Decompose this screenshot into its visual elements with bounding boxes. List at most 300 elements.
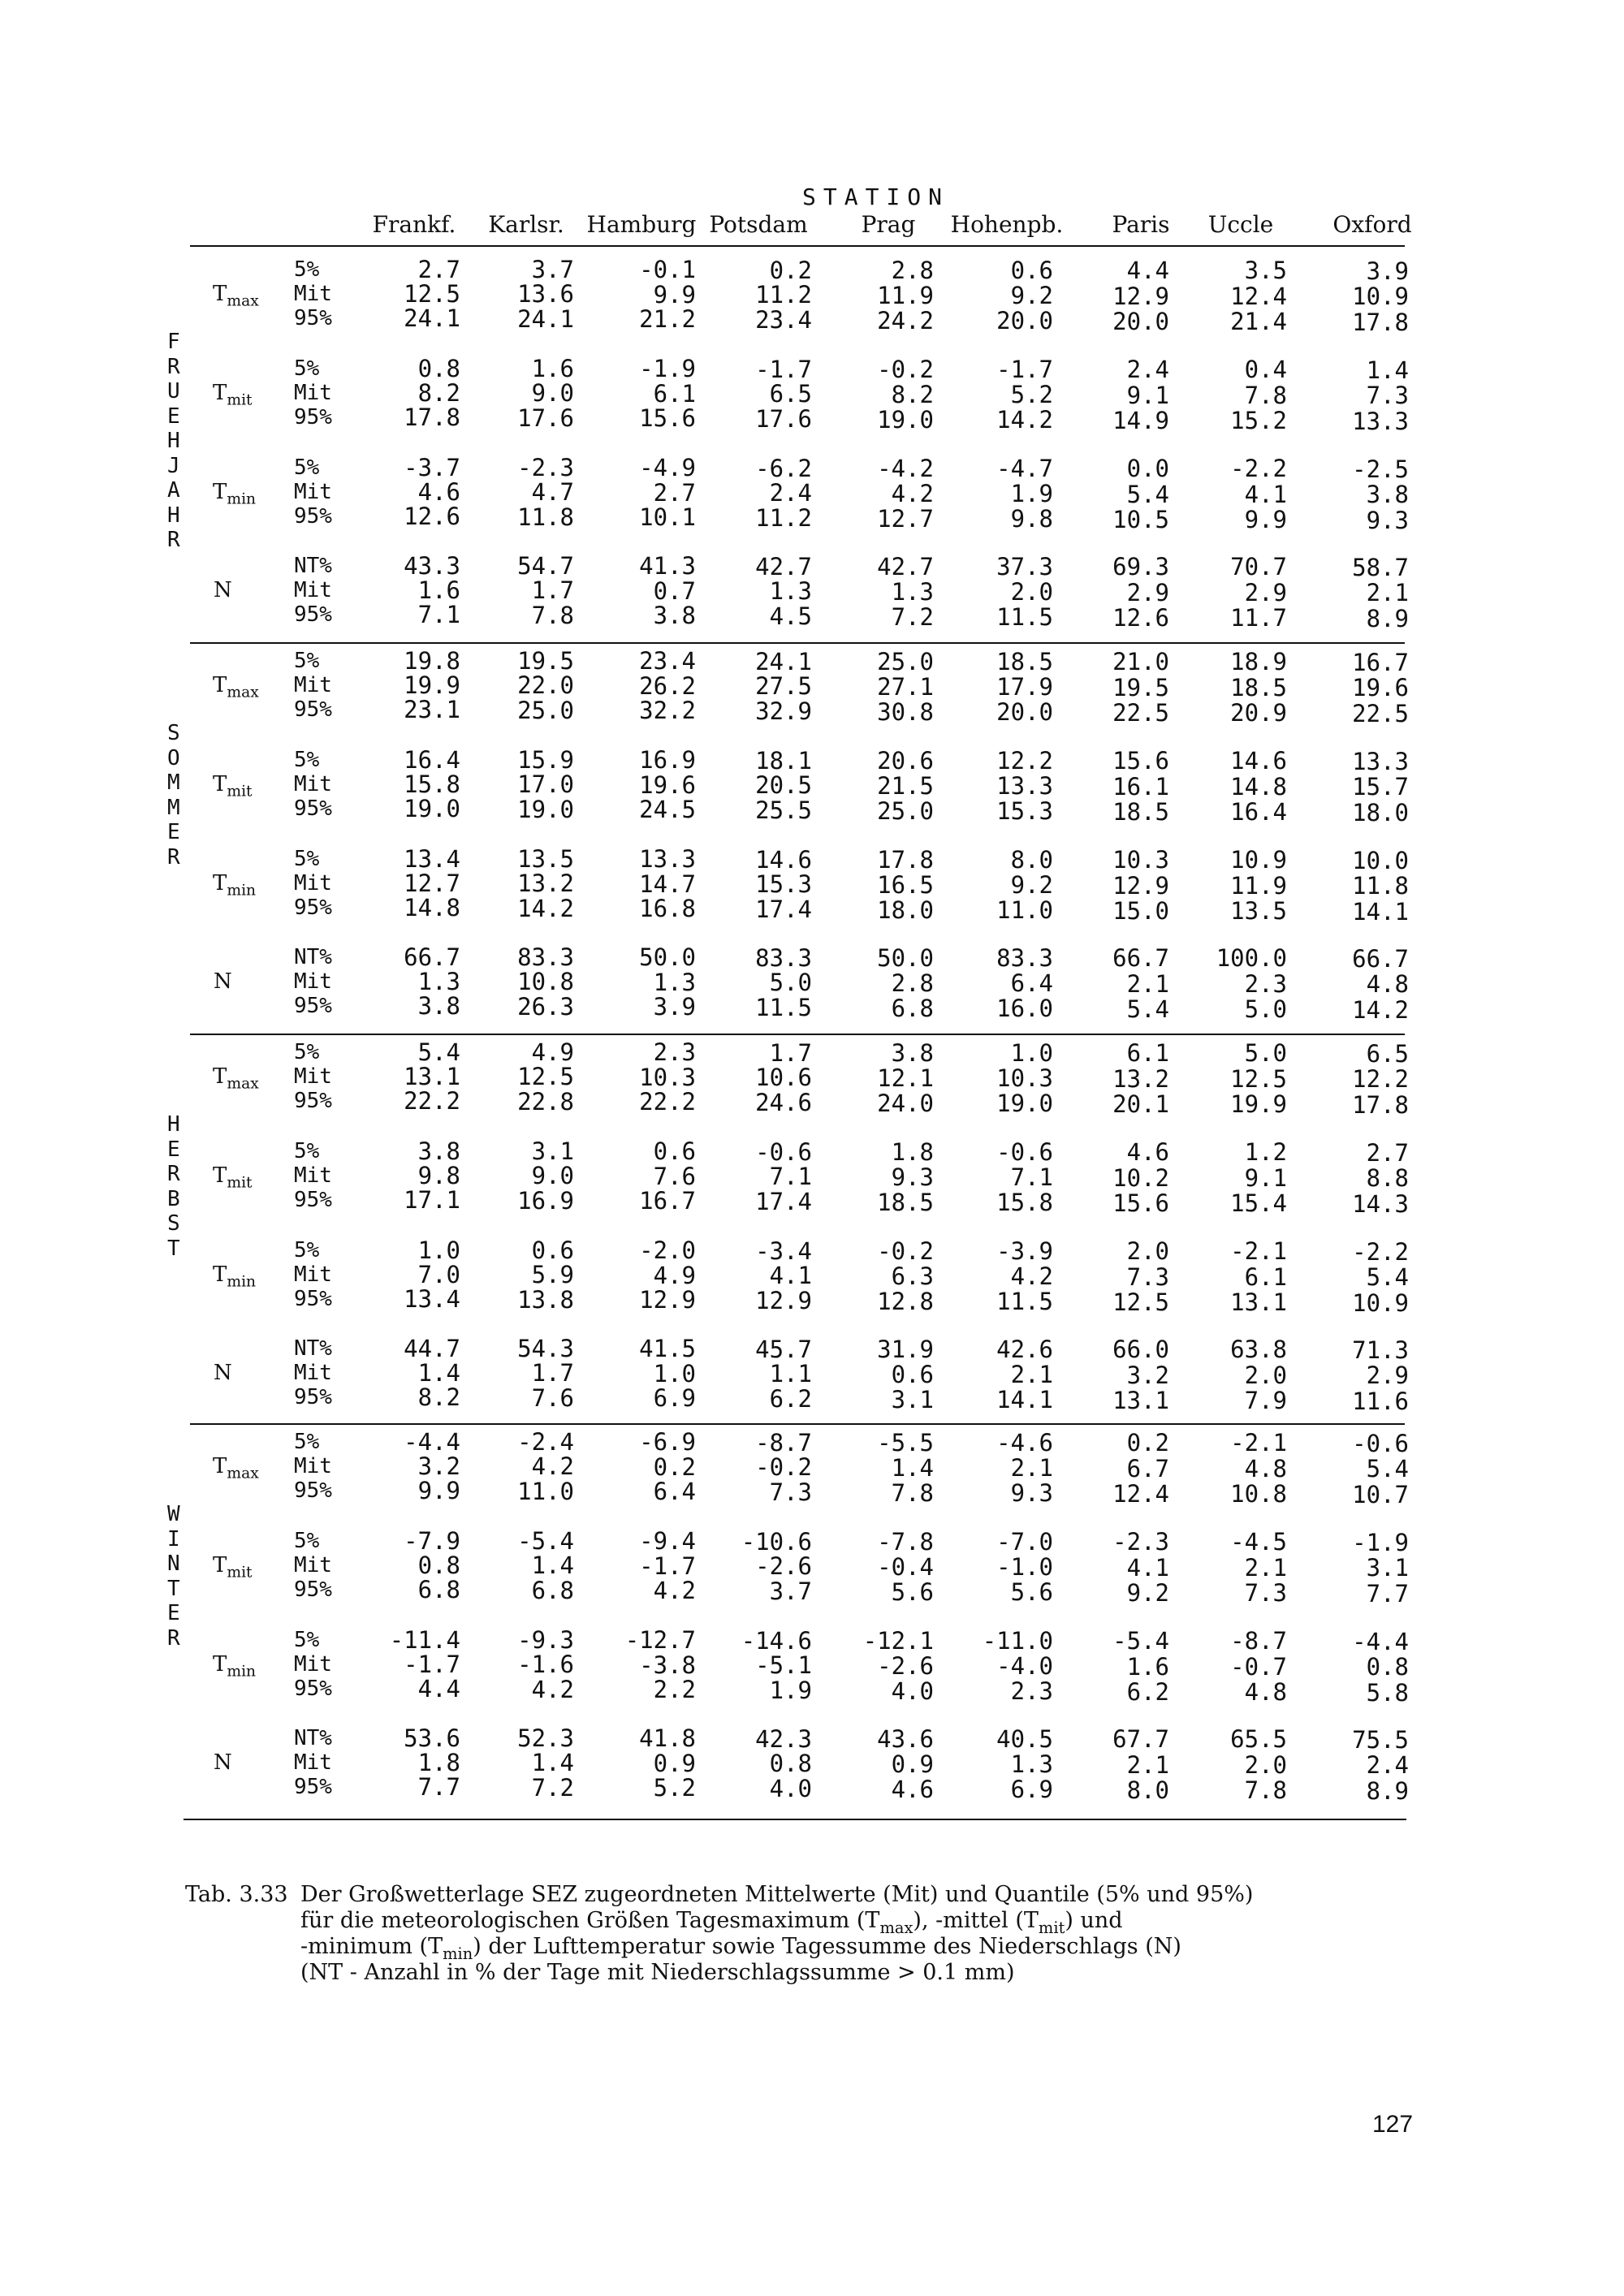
table-cell: 3.8 (417, 1137, 460, 1165)
table-cell: 17.0 (517, 770, 574, 798)
table-cell: 12.6 (1112, 604, 1169, 632)
table-cell: 6.9 (653, 1384, 696, 1412)
table-cell: 42.7 (877, 553, 934, 580)
table-cell: 7.3 (769, 1478, 812, 1506)
caption-label: Tab. 3.33 (185, 1882, 288, 1907)
stat-label: 95% (294, 405, 332, 429)
table-cell: 41.3 (639, 552, 696, 580)
table-cell: 7.3 (1366, 382, 1409, 409)
table-cell: 42.7 (755, 553, 812, 580)
table-cell: -0.2 (877, 1237, 934, 1265)
table-cell: 18.5 (996, 648, 1053, 675)
stat-label: Mit (294, 1652, 332, 1677)
table-cell: 1.4 (1366, 356, 1409, 384)
table-cell: 2.1 (1010, 1454, 1053, 1482)
table-cell: 7.6 (653, 1163, 696, 1190)
table-cell: 5.4 (1366, 1263, 1409, 1291)
table-cell: 10.3 (1112, 846, 1169, 874)
table-cell: -8.7 (1230, 1627, 1287, 1655)
table-cell: 54.3 (517, 1335, 574, 1362)
table-cell: 14.9 (1112, 407, 1169, 434)
variable-label: N (214, 969, 232, 994)
stat-label: Mit (294, 673, 332, 697)
table-cell: 70.7 (1230, 553, 1287, 580)
table-cell: 16.9 (517, 1187, 574, 1215)
table-cell: 9.8 (417, 1162, 460, 1189)
table-cell: 24.1 (517, 305, 574, 333)
table-cell: 13.5 (1230, 897, 1287, 925)
stat-label: NT% (294, 945, 332, 969)
station-group-label: STATION (802, 183, 950, 210)
table-cell: 2.3 (1010, 1677, 1053, 1705)
variable-label: $T_{min}$ (213, 480, 257, 508)
table-cell: -7.9 (404, 1527, 460, 1555)
table-cell: 15.8 (404, 770, 460, 798)
table-cell: 2.7 (417, 256, 460, 283)
table-cell: 10.9 (1352, 1289, 1409, 1317)
table-cell: 0.9 (653, 1750, 696, 1777)
table-cell: 12.5 (1230, 1065, 1287, 1093)
table-cell: 13.1 (1112, 1387, 1169, 1414)
table-cell: 14.3 (1352, 1190, 1409, 1218)
table-cell: 1.3 (1010, 1750, 1053, 1778)
table-cell: 8.9 (1366, 605, 1409, 632)
table-cell: 0.2 (769, 257, 812, 284)
table-cell: 1.6 (417, 576, 460, 604)
table-cell: 4.9 (531, 1038, 574, 1066)
table-cell: -11.0 (982, 1627, 1053, 1655)
table-cell: -1.9 (1352, 1529, 1409, 1556)
stat-label: 95% (294, 1089, 332, 1113)
table-cell: 50.0 (877, 944, 934, 972)
column-header-prag: Prag (861, 211, 916, 238)
table-cell: 1.7 (769, 1039, 812, 1067)
table-cell: 66.7 (1112, 944, 1169, 972)
table-cell: 11.2 (755, 281, 812, 309)
table-cell: -4.0 (996, 1652, 1053, 1680)
table-cell: 9.2 (1126, 1579, 1169, 1607)
table-cell: 13.2 (1112, 1065, 1169, 1093)
table-cell: 4.4 (1126, 257, 1169, 284)
table-cell: 12.9 (755, 1287, 812, 1314)
table-cell: 9.9 (417, 1477, 460, 1504)
caption-line-3: -minimum $(T_{min})$ der Lufttemperatur sowie Tagessumme des Niederschlags (N) (300, 1934, 1181, 1963)
table-cell: 20.0 (996, 307, 1053, 334)
table-cell: 0.0 (1126, 455, 1169, 482)
table-cell: -3.8 (639, 1651, 696, 1679)
table-cell: 4.6 (417, 478, 460, 506)
table-cell: 22.2 (404, 1087, 460, 1115)
table-cell: 1.4 (417, 1359, 460, 1387)
table-cell: 10.2 (1112, 1164, 1169, 1192)
variable-label: $T_{mit}$ (213, 381, 253, 409)
stat-label: 5% (294, 1430, 320, 1454)
table-cell: 3.2 (1126, 1362, 1169, 1389)
table-cell: 25.0 (517, 697, 574, 724)
table-cell: 37.3 (996, 553, 1053, 580)
stat-label: 5% (294, 1238, 320, 1262)
table-cell: 83.3 (996, 944, 1053, 972)
table-cell: 9.3 (1366, 507, 1409, 534)
table-cell: 15.2 (1230, 407, 1287, 434)
table-cell: 4.7 (531, 478, 574, 506)
table-cell: 9.0 (531, 379, 574, 407)
table-cell: 16.5 (877, 871, 934, 899)
table-cell: 5.6 (1010, 1578, 1053, 1606)
table-cell: 3.5 (1244, 257, 1287, 284)
table-cell: 3.8 (1366, 481, 1409, 508)
table-cell: -0.6 (755, 1138, 812, 1166)
table-cell: -3.7 (404, 454, 460, 481)
table-cell: 6.2 (1126, 1678, 1169, 1706)
table-cell: 4.6 (891, 1776, 934, 1803)
table-cell: 11.8 (1352, 872, 1409, 900)
table-cell: 5.2 (1010, 381, 1053, 408)
table-cell: 1.1 (769, 1360, 812, 1388)
table-cell: -0.2 (877, 356, 934, 383)
table-cell: 8.2 (891, 381, 934, 408)
table-cell: 0.9 (891, 1750, 934, 1778)
table-cell: 12.1 (877, 1064, 934, 1092)
table-cell: 19.6 (1352, 674, 1409, 701)
table-cell: 0.6 (1010, 257, 1053, 284)
table-cell: -1.7 (996, 356, 1053, 383)
table-cell: 5.4 (1126, 995, 1169, 1023)
table-cell: 1.0 (1010, 1039, 1053, 1067)
table-cell: 17.8 (1352, 1091, 1409, 1119)
table-cell: 15.4 (1230, 1189, 1287, 1217)
table-cell: 9.1 (1126, 382, 1169, 409)
table-cell: 40.5 (996, 1725, 1053, 1753)
table-cell: -10.6 (741, 1528, 812, 1556)
column-header-hohenpb: Hohenpb. (950, 211, 1064, 238)
table-cell: 12.2 (1352, 1065, 1409, 1093)
table-cell: 9.9 (1244, 506, 1287, 533)
table-cell: 13.3 (1352, 408, 1409, 435)
table-cell: -1.9 (639, 355, 696, 382)
table-cell: 2.3 (653, 1038, 696, 1066)
table-cell: 2.9 (1244, 579, 1287, 606)
table-cell: 5.4 (1366, 1455, 1409, 1482)
table-cell: 19.5 (1112, 674, 1169, 701)
table-cell: 3.1 (531, 1137, 574, 1165)
table-cell: 100.0 (1216, 944, 1287, 972)
table-cell: 18.5 (1112, 798, 1169, 826)
table-cell: -4.7 (996, 455, 1053, 482)
table-cell: 3.9 (1366, 257, 1409, 285)
table-cell: 10.5 (1112, 506, 1169, 533)
table-cell: 4.0 (891, 1677, 934, 1705)
table-cell: 21.5 (877, 772, 934, 800)
table-cell: -5.1 (755, 1651, 812, 1679)
table-cell: -12.7 (624, 1626, 696, 1654)
table-cell: -1.7 (639, 1552, 696, 1580)
table-cell: 10.3 (639, 1064, 696, 1091)
table-cell: 3.7 (531, 256, 574, 283)
stat-label: Mit (294, 1553, 332, 1577)
stat-label: Mit (294, 1262, 332, 1287)
table-cell: 4.0 (769, 1775, 812, 1802)
season-label-winter: W I N T E R (167, 1502, 180, 1651)
variable-label: $T_{max}$ (213, 673, 259, 701)
table-cell: 32.9 (755, 697, 812, 725)
season-divider-2 (190, 1034, 1405, 1035)
table-cell: 11.0 (517, 1478, 574, 1505)
variable-label: $T_{max}$ (213, 1454, 259, 1482)
table-cell: 13.3 (639, 845, 696, 873)
table-cell: 7.2 (531, 1774, 574, 1802)
table-cell: 17.4 (755, 896, 812, 923)
table-cell: -12.1 (862, 1627, 934, 1655)
table-cell: 7.8 (891, 1479, 934, 1507)
table-cell: -0.2 (755, 1453, 812, 1481)
table-cell: -1.7 (404, 1651, 460, 1678)
table-cell: -4.4 (1352, 1628, 1409, 1655)
table-cell: 9.2 (1010, 871, 1053, 899)
stat-label: Mit (294, 381, 332, 405)
table-cell: 7.9 (1244, 1387, 1287, 1414)
stat-label: Mit (294, 282, 332, 306)
table-cell: 6.3 (891, 1262, 934, 1290)
variable-label: $T_{max}$ (213, 1064, 259, 1093)
table-cell: 1.4 (531, 1749, 574, 1776)
table-cell: 58.7 (1352, 554, 1409, 581)
table-cell: 0.6 (531, 1236, 574, 1264)
table-cell: 18.9 (1230, 648, 1287, 675)
table-cell: 10.6 (755, 1064, 812, 1091)
stat-label: 5% (294, 847, 320, 871)
table-cell: 1.3 (891, 578, 934, 606)
table-cell: 6.8 (531, 1577, 574, 1604)
table-cell: 7.7 (1366, 1580, 1409, 1608)
table-cell: 7.0 (417, 1261, 460, 1288)
table-cell: 27.5 (755, 672, 812, 700)
table-cell: -9.4 (639, 1527, 696, 1555)
table-cell: 5.6 (891, 1578, 934, 1606)
stat-label: 95% (294, 306, 332, 330)
table-cell: 11.0 (996, 896, 1053, 924)
table-cell: 66.7 (1352, 945, 1409, 973)
stat-label: 95% (294, 896, 332, 920)
table-cell: -4.2 (877, 455, 934, 482)
table-cell: 1.3 (769, 577, 812, 605)
table-cell: 9.3 (891, 1163, 934, 1191)
table-cell: 24.5 (639, 796, 696, 823)
stat-label: Mit (294, 871, 332, 896)
table-cell: 13.1 (404, 1063, 460, 1090)
table-cell: -0.4 (877, 1553, 934, 1581)
table-cell: 66.0 (1112, 1336, 1169, 1363)
table-cell: 24.1 (404, 304, 460, 332)
variable-label: N (214, 1361, 232, 1385)
table-cell: 2.8 (891, 257, 934, 284)
table-cell: -8.7 (755, 1429, 812, 1457)
table-cell: -2.2 (1230, 455, 1287, 482)
table-cell: 16.7 (639, 1187, 696, 1215)
table-cell: 41.5 (639, 1335, 696, 1362)
table-cell: 13.4 (404, 845, 460, 873)
column-header-frankf: Frankf. (372, 211, 456, 238)
stat-label: 95% (294, 1677, 332, 1701)
table-cell: 22.0 (517, 671, 574, 699)
table-cell: 5.4 (1126, 481, 1169, 508)
table-cell: 11.6 (1352, 1388, 1409, 1415)
table-cell: 0.8 (769, 1750, 812, 1777)
table-cell: 16.8 (639, 895, 696, 922)
table-cell: 25.0 (877, 648, 934, 675)
stat-label: 95% (294, 796, 332, 821)
table-cell: -0.6 (1352, 1430, 1409, 1457)
table-cell: 20.6 (877, 747, 934, 775)
table-cell: 23.4 (755, 306, 812, 334)
stat-label: Mit (294, 1361, 332, 1385)
bottom-rule (184, 1819, 1406, 1820)
stat-label: Mit (294, 1750, 332, 1775)
table-cell: -3.9 (996, 1237, 1053, 1265)
table-cell: 0.4 (1244, 356, 1287, 383)
table-cell: 1.3 (653, 969, 696, 996)
table-cell: 11.9 (877, 282, 934, 309)
table-cell: 16.4 (404, 746, 460, 774)
table-cell: 21.4 (1230, 308, 1287, 335)
table-cell: 27.1 (877, 673, 934, 701)
header-rule (190, 245, 1405, 247)
stat-label: 95% (294, 1577, 332, 1602)
table-cell: 7.6 (531, 1384, 574, 1412)
table-cell: 4.1 (1244, 481, 1287, 508)
column-header-uccle: Uccle (1207, 211, 1274, 238)
table-cell: 4.8 (1244, 1678, 1287, 1706)
table-cell: 19.5 (517, 647, 574, 675)
table-cell: 8.8 (1366, 1164, 1409, 1192)
table-cell: 22.5 (1112, 699, 1169, 727)
stat-label: 95% (294, 1287, 332, 1311)
table-cell: 50.0 (639, 943, 696, 971)
variable-label: $T_{mit}$ (213, 772, 253, 801)
table-cell: 14.8 (1230, 773, 1287, 801)
table-cell: 53.6 (404, 1724, 460, 1752)
table-cell: 21.2 (639, 305, 696, 333)
table-cell: 2.7 (1366, 1139, 1409, 1167)
table-cell: 1.6 (1126, 1653, 1169, 1681)
table-cell: 2.4 (1366, 1751, 1409, 1779)
table-cell: 14.1 (996, 1386, 1053, 1413)
stat-label: 5% (294, 455, 320, 480)
table-cell: 3.1 (891, 1386, 934, 1413)
stat-label: 95% (294, 697, 332, 722)
table-cell: 2.8 (891, 969, 934, 997)
caption-line-2: für die meteorologischen Größen Tagesmaximum $(T_{max})$, -mittel $(T_{mit})$ und (300, 1908, 1123, 1937)
table-cell: -5.4 (1112, 1627, 1169, 1655)
table-cell: 6.5 (1366, 1040, 1409, 1068)
table-cell: 6.4 (1010, 969, 1053, 997)
table-cell: 4.8 (1366, 970, 1409, 998)
table-cell: 1.3 (417, 968, 460, 995)
table-cell: 69.3 (1112, 553, 1169, 580)
table-cell: 13.1 (1230, 1288, 1287, 1316)
table-cell: 16.9 (639, 746, 696, 774)
table-cell: 22.5 (1352, 700, 1409, 727)
table-cell: 2.1 (1010, 1361, 1053, 1388)
table-cell: 5.9 (531, 1261, 574, 1288)
table-cell: 30.8 (877, 698, 934, 726)
table-cell: 2.0 (1244, 1362, 1287, 1389)
table-cell: 7.8 (531, 602, 574, 629)
table-cell: 8.9 (1366, 1777, 1409, 1805)
table-cell: 17.8 (404, 404, 460, 431)
table-cell: 13.4 (404, 1285, 460, 1313)
table-cell: 17.1 (404, 1186, 460, 1214)
table-cell: 45.7 (755, 1336, 812, 1363)
table-cell: 14.7 (639, 870, 696, 898)
table-cell: 5.4 (417, 1038, 460, 1066)
table-cell: 5.0 (1244, 1039, 1287, 1067)
table-cell: 22.2 (639, 1088, 696, 1116)
table-cell: 7.8 (1244, 1776, 1287, 1804)
table-cell: 14.8 (404, 894, 460, 921)
table-cell: 16.1 (1112, 773, 1169, 801)
table-cell: 10.8 (517, 968, 574, 995)
stat-label: 5% (294, 356, 320, 381)
table-cell: 63.8 (1230, 1336, 1287, 1363)
table-cell: 8.0 (1010, 846, 1053, 874)
table-cell: 14.2 (1352, 996, 1409, 1024)
table-cell: 3.9 (653, 993, 696, 1021)
stat-label: 5% (294, 257, 320, 282)
table-cell: 67.7 (1112, 1725, 1169, 1753)
table-cell: -14.6 (741, 1627, 812, 1655)
table-cell: 0.6 (653, 1137, 696, 1165)
table-cell: 13.3 (996, 772, 1053, 800)
table-cell: 14.2 (996, 406, 1053, 434)
table-cell: 8.2 (417, 379, 460, 407)
table-cell: 0.2 (653, 1453, 696, 1481)
stat-label: Mit (294, 772, 332, 796)
table-cell: 19.9 (404, 671, 460, 699)
table-cell: 15.6 (1112, 747, 1169, 775)
page-number: 127 (1372, 2111, 1414, 2138)
table-cell: 2.1 (1126, 970, 1169, 998)
table-cell: 18.1 (755, 747, 812, 775)
table-cell: 18.5 (1230, 674, 1287, 701)
table-cell: 1.8 (417, 1749, 460, 1776)
table-cell: 13.3 (1352, 748, 1409, 775)
table-cell: 6.8 (417, 1576, 460, 1603)
table-cell: 71.3 (1352, 1336, 1409, 1364)
table-cell: 41.8 (639, 1724, 696, 1752)
stat-label: 5% (294, 748, 320, 772)
table-cell: 23.4 (639, 647, 696, 675)
table-cell: 14.6 (755, 846, 812, 874)
variable-label: $T_{mit}$ (213, 1163, 253, 1192)
table-cell: -5.5 (877, 1429, 934, 1457)
table-cell: 7.1 (769, 1163, 812, 1190)
table-cell: 17.6 (755, 405, 812, 433)
table-cell: -2.1 (1230, 1429, 1287, 1457)
table-cell: 2.4 (769, 479, 812, 507)
season-label-herbst: H E R B S T (167, 1112, 180, 1261)
table-cell: 11.5 (755, 994, 812, 1021)
stat-label: 95% (294, 504, 332, 529)
table-cell: -3.4 (755, 1237, 812, 1265)
table-cell: 1.4 (531, 1552, 574, 1579)
table-cell: -11.4 (389, 1626, 460, 1654)
table-cell: 4.2 (531, 1452, 574, 1480)
table-cell: 1.2 (1244, 1138, 1287, 1166)
table-cell: 1.0 (653, 1360, 696, 1388)
table-cell: -7.8 (877, 1528, 934, 1556)
table-cell: 1.6 (531, 355, 574, 382)
